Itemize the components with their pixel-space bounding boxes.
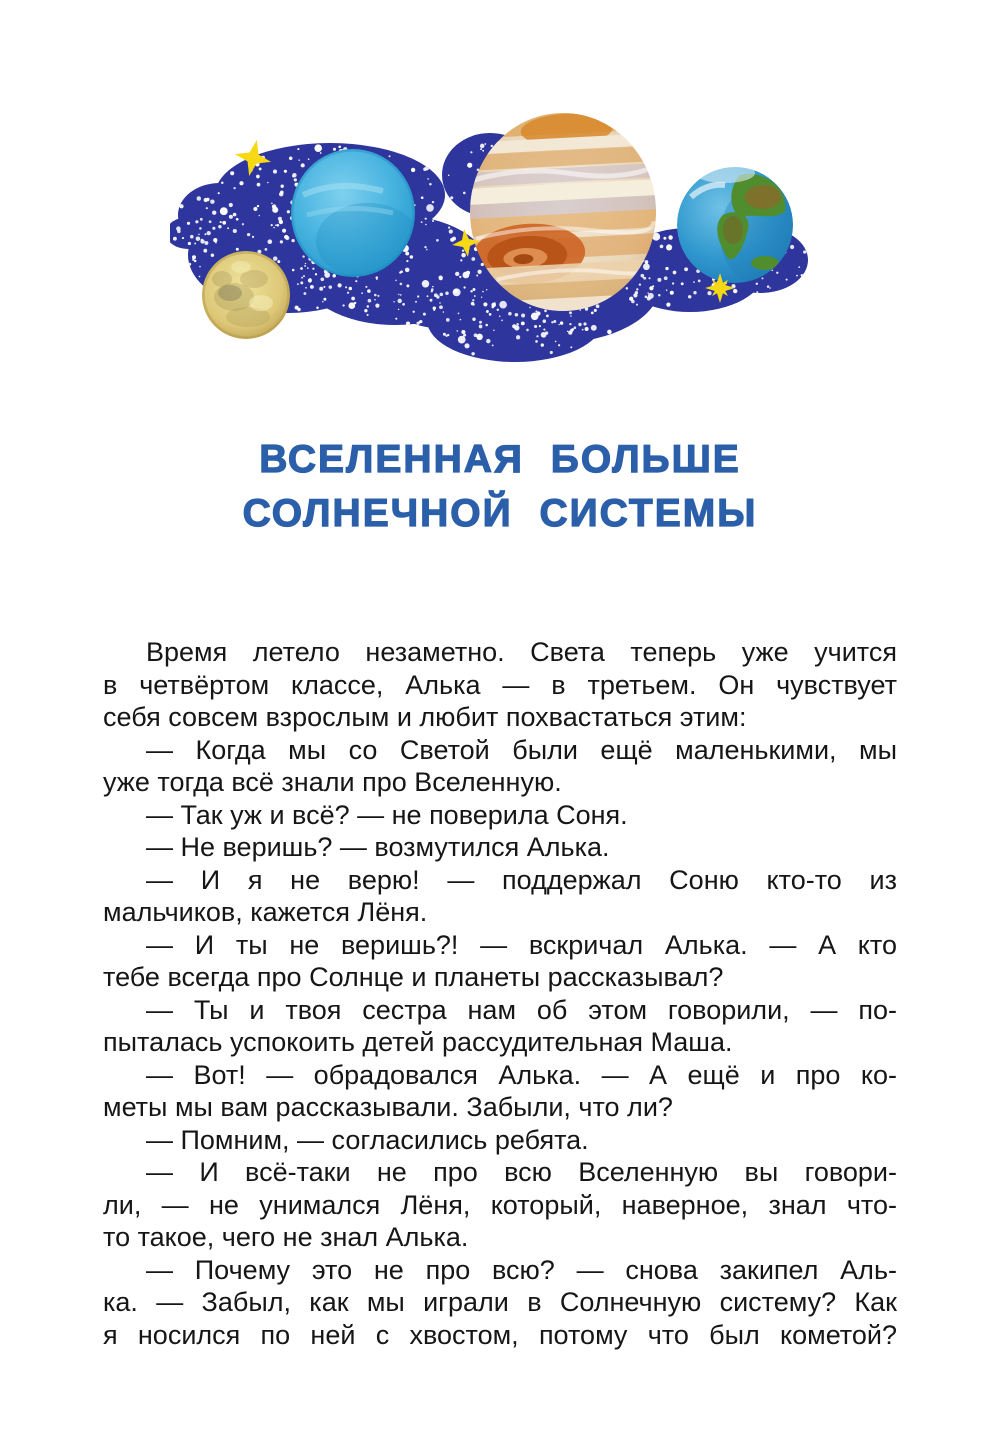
chapter-title <box>0 433 1000 541</box>
text-line: — Вот! — обрадовался Алька. — А ещё и про ко- <box>146 1059 897 1090</box>
text-line: мальчиков, кажется Лёня. <box>103 897 428 927</box>
text-line: то такое, чего не знал Алька. <box>103 1222 469 1252</box>
story-text <box>103 636 897 1351</box>
text-line: — И ты не веришь?! — вскричал Алька. — А кто <box>146 929 897 960</box>
text-line: я носился по ней с хвостом, потому что был кометой? <box>103 1319 897 1350</box>
paragraph <box>103 1124 897 1157</box>
text-line: меты мы вам рассказывали. Забыли, что ли? <box>103 1092 673 1122</box>
text-line: — Когда мы со Светой были ещё маленькими, мы <box>146 734 897 765</box>
text-line: пыталась успокоить детей рассудительная Маша. <box>103 1027 733 1057</box>
text-line: ли, — не унимался Лёня, который, наверное, знал что- <box>103 1189 897 1220</box>
text-line: — Помним, — согласились ребята. <box>146 1124 589 1155</box>
text-line: — Ты и твоя сестра нам об этом говорили, — по- <box>146 994 897 1025</box>
paragraph <box>103 734 897 799</box>
paragraph <box>103 864 897 929</box>
text-line: — Почему это не про всю? — снова закипел Аль- <box>146 1254 897 1285</box>
paragraph <box>103 994 897 1059</box>
paragraph <box>103 929 897 994</box>
text-line: Время летело незаметно. Света теперь уже учится <box>146 637 897 667</box>
planet-yellow <box>202 251 290 339</box>
paragraph <box>103 636 897 734</box>
text-line: уже тогда всё знали про Вселенную. <box>103 767 562 797</box>
text-line: в четвёртом классе, Алька — в третьем. Он чувствует <box>103 669 897 700</box>
chapter-title-line1: ВСЕЛЕННАЯ БОЛЬШЕ <box>259 438 741 481</box>
text-line: ка. — Забыл, как мы играли в Солнечную систему? Как <box>103 1287 897 1317</box>
paragraph <box>103 1254 897 1352</box>
paragraph <box>103 1156 897 1254</box>
text-line: — И всё-таки не про всю Вселенную вы говори- <box>146 1157 897 1187</box>
paragraph <box>103 831 897 864</box>
text-line: — Не веришь? — возмутился Алька. <box>146 832 610 862</box>
chapter-title-line2: СОЛНЕЧНОЙ СИСТЕМЫ <box>242 492 758 535</box>
text-line: себя совсем взрослым и любит похвастаться этим: <box>103 702 747 732</box>
paragraph <box>103 1059 897 1124</box>
text-line: — Так уж и всё? — не поверила Соня. <box>146 799 628 830</box>
space-illustration <box>170 85 810 385</box>
paragraph <box>103 799 897 832</box>
space-illustration-svg <box>170 85 810 385</box>
text-line: — И я не верю! — поддержал Соню кто-то из <box>146 864 897 895</box>
text-line: тебе всегда про Солнце и планеты рассказывал? <box>103 962 724 992</box>
